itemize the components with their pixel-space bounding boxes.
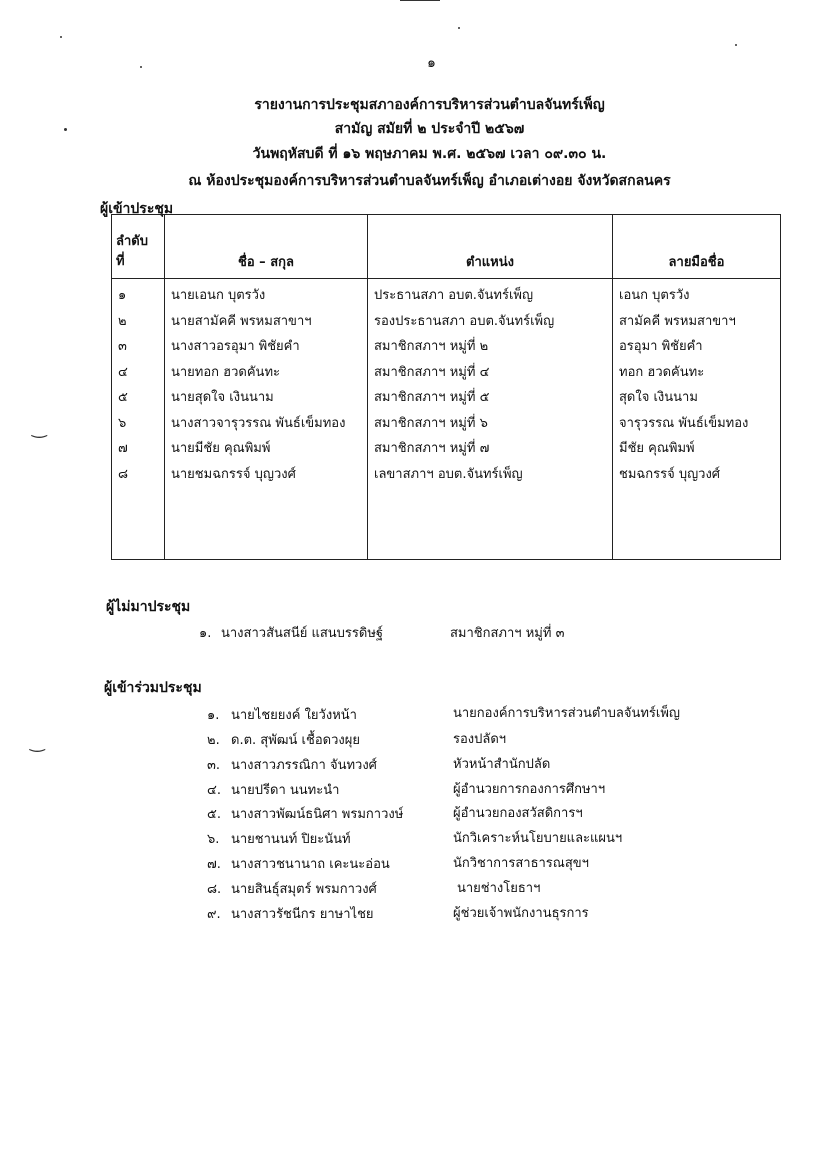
row-signature: สุดใจ เงินนาม — [619, 390, 698, 405]
name-column — [165, 279, 368, 560]
row-no: ๖ — [118, 415, 127, 431]
participant-position: ผู้อำนวยการกองการศึกษาฯ — [453, 782, 606, 797]
participant-name: นางสาวภรรณิกา จันทวงศ์ — [231, 758, 377, 773]
column-header-position: ตำแหน่ง — [368, 215, 613, 279]
row-position: เลขาสภาฯ อบต.จันทร์เพ็ญ — [374, 466, 523, 482]
margin-mark: ‿ — [30, 732, 45, 753]
participant-position: นายช่างโยธาฯ — [457, 881, 541, 896]
participant-no: ๗. — [207, 857, 221, 872]
absent-item-position: สมาชิกสภาฯ หมู่ที่ ๓ — [450, 626, 565, 641]
row-no: ๔ — [118, 364, 128, 380]
column-header-signature: ลายมือชื่อ — [613, 215, 781, 279]
scan-edge-line — [400, 0, 440, 1]
scan-speck — [60, 36, 62, 38]
row-signature: จารุวรรณ พันธ์เข็มทอง — [619, 415, 749, 431]
row-name: นางสาวอรอุมา พิชัยคำ — [171, 339, 300, 354]
participant-name: นายสินธุ์สมุตร์ พรมกาวงศ์ — [231, 882, 377, 897]
signature-column — [613, 279, 781, 560]
row-signature: สามัคคี พรหมสาขาฯ — [619, 313, 736, 329]
date-time-line: วันพฤหัสบดี ที่ ๑๖ พฤษภาคม พ.ศ. ๒๕๖๗ เวลา ๐๙.๓๐ น. — [252, 146, 607, 162]
session-line: สามัญ สมัยที่ ๒ ประจำปี ๒๕๖๗ — [334, 121, 525, 137]
row-name: นางสาวจารุวรรณ พันธ์เข็มทอง — [171, 415, 346, 431]
row-signature: ทอก ฮวดคันทะ — [619, 364, 705, 380]
participant-no: ๑. — [207, 708, 220, 723]
participant-position: รองปลัดฯ — [453, 732, 507, 747]
participant-no: ๓. — [207, 758, 221, 773]
no-column — [112, 279, 165, 560]
row-position: รองประธานสภา อบต.จันทร์เพ็ญ — [374, 313, 555, 329]
participant-name: นางสาวพัฒน์ธนิศา พรมกาวงษ์ — [231, 807, 404, 822]
row-name: นายมีชัย คุณพิมพ์ — [171, 441, 271, 456]
row-signature: เอนก บุตรวัง — [619, 288, 690, 303]
row-no: ๘ — [118, 466, 129, 482]
participant-no: ๔. — [207, 783, 221, 798]
participant-no: ๖. — [207, 832, 220, 847]
participant-no: ๙. — [207, 907, 221, 922]
absent-item-name: นางสาวสันสนีย์ แสนบรรดิษฐ์ — [221, 626, 384, 641]
participant-position: ผู้ช่วยเจ้าพนักงานธุรการ — [453, 906, 589, 921]
row-position: สมาชิกสภาฯ หมู่ที่ ๔ — [374, 364, 490, 380]
row-position: สมาชิกสภาฯ หมู่ที่ ๒ — [374, 339, 489, 354]
participants-heading: ผู้เข้าร่วมประชุม — [104, 680, 202, 696]
scan-speck — [735, 44, 737, 46]
row-signature: ชมฉกรรจ์ บุญวงศ์ — [619, 466, 721, 482]
row-name: นายเอนก บุตรวัง — [171, 288, 266, 303]
absent-item-no: ๑. — [199, 626, 212, 641]
participant-no: ๕. — [207, 807, 221, 822]
column-header-no — [112, 215, 165, 279]
row-signature: อรอุมา พิชัยคำ — [619, 339, 703, 354]
participant-no: ๘. — [207, 882, 222, 897]
column-header-no-line1: ลำดับ — [116, 234, 148, 249]
margin-mark: ‿ — [32, 418, 47, 439]
participant-name: นายปรีดา นนทะนำ — [231, 783, 340, 798]
table-body-row — [112, 279, 781, 560]
row-position: สมาชิกสภาฯ หมู่ที่ ๗ — [374, 441, 490, 456]
participant-name: นางสาวชนานาถ เคะนะอ่อน — [231, 857, 390, 872]
venue-line: ณ ห้องประชุมองค์การบริหารส่วนตำบลจันทร์เพ็ญ อำเภอเต่างอย จังหวัดสกลนคร — [188, 173, 671, 189]
row-name: นายทอก ฮวดคันทะ — [171, 364, 280, 380]
row-no: ๑ — [118, 288, 127, 303]
row-position: สมาชิกสภาฯ หมู่ที่ ๖ — [374, 415, 488, 431]
table-header-row — [112, 215, 781, 279]
report-title: รายงานการประชุมสภาองค์การบริหารส่วนตำบลจันทร์เพ็ญ — [254, 97, 605, 113]
participant-no: ๒. — [207, 733, 220, 748]
column-header-name: ชื่อ – สกุล — [165, 215, 368, 279]
column-header-no-line2: ที่ — [116, 254, 125, 269]
row-signature: มีชัย คุณพิมพ์ — [619, 441, 695, 456]
row-name: นายสุดใจ เงินนาม — [171, 390, 274, 405]
row-no: ๗ — [118, 441, 128, 456]
row-no: ๒ — [118, 313, 127, 329]
row-position: ประธานสภา อบต.จันทร์เพ็ญ — [374, 288, 534, 303]
participant-position: นักวิชาการสาธารณสุขฯ — [453, 856, 589, 871]
participant-position: นายกองค์การบริหารส่วนตำบลจันทร์เพ็ญ — [453, 706, 680, 721]
scan-speck — [140, 66, 142, 68]
row-name: นายสามัคคี พรหมสาขาฯ — [171, 313, 312, 329]
participant-position: นักวิเคราะห์นโยบายและแผนฯ — [453, 831, 623, 846]
scan-speck — [458, 27, 460, 29]
participant-position: ผู้อำนวยกองสวัสดิการฯ — [453, 806, 583, 821]
row-no: ๓ — [118, 339, 127, 354]
page-number: ๑ — [427, 55, 436, 71]
absent-heading: ผู้ไม่มาประชุม — [106, 599, 191, 615]
row-name: นายชมฉกรรจ์ บุญวงศ์ — [171, 466, 296, 482]
participant-position: หัวหน้าสำนักปลัด — [453, 757, 551, 772]
attendees-table — [111, 214, 781, 560]
participant-name: ด.ต. สุพัฒน์ เชื้อดวงผุย — [231, 733, 360, 748]
participant-name: นายชานนท์ ปิยะนันท์ — [231, 832, 351, 847]
participant-name: นายไชยยงค์ ใยวังหน้า — [231, 708, 357, 723]
participant-name: นางสาวรัชนีกร ยาษาไชย — [231, 907, 374, 922]
attendees-heading: ผู้เข้าประชุม — [100, 201, 174, 217]
position-column — [368, 279, 613, 560]
row-position: สมาชิกสภาฯ หมู่ที่ ๕ — [374, 390, 490, 405]
row-no: ๕ — [118, 390, 128, 405]
